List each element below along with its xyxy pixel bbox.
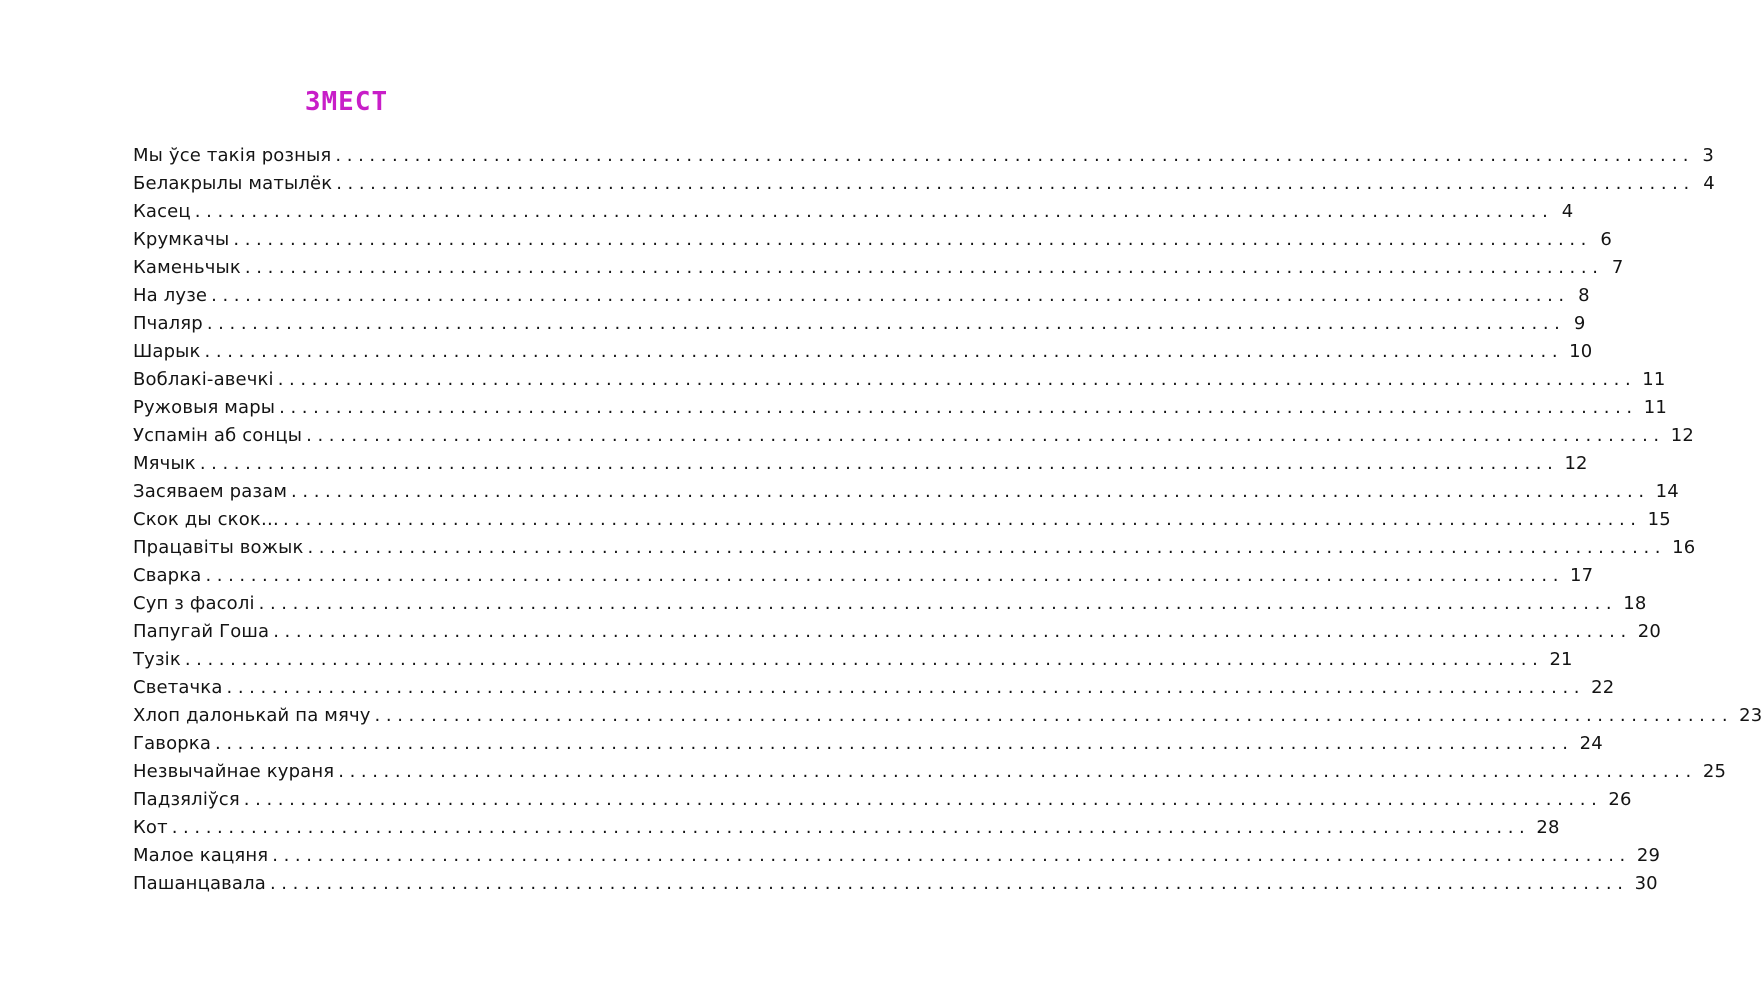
toc-leader-dots: ........................................................................................................................ bbox=[226, 677, 1586, 698]
toc-entry-page: 16 bbox=[1672, 537, 1696, 558]
toc-entry-page: 12 bbox=[1670, 425, 1694, 446]
toc-entry[interactable] bbox=[133, 870, 1658, 898]
toc-entry[interactable] bbox=[133, 506, 1671, 534]
toc-leader-dots: ........................................................................................................................ bbox=[194, 201, 1554, 222]
toc-entry[interactable] bbox=[133, 618, 1662, 646]
toc-entry-page: 4 bbox=[1561, 201, 1574, 222]
toc-entry-title: Малое кацяня bbox=[133, 845, 269, 866]
toc-entry-title: Шарык bbox=[133, 341, 201, 362]
toc-leader-dots: ........................................................................................................................ bbox=[204, 341, 1564, 362]
toc-entry[interactable] bbox=[133, 198, 1574, 226]
toc-entry-page: 23 bbox=[1739, 705, 1762, 726]
toc-entry-title: Хлоп далонькай па мячу bbox=[133, 705, 371, 726]
toc-entry-page: 17 bbox=[1570, 565, 1594, 586]
toc-entry[interactable] bbox=[133, 450, 1588, 478]
table-of-contents bbox=[133, 142, 1762, 898]
toc-entry-title: Белакрылы матылёк bbox=[133, 173, 333, 194]
toc-entry-page: 15 bbox=[1647, 509, 1671, 530]
toc-entry-page: 24 bbox=[1579, 733, 1603, 754]
toc-entry-title: На лузе bbox=[133, 285, 208, 306]
toc-entry-title: Пчаляр bbox=[133, 313, 203, 334]
toc-entry[interactable] bbox=[133, 786, 1632, 814]
toc-leader-dots: ........................................................................................................................ bbox=[279, 397, 1638, 418]
toc-entry-title: Крумкачы bbox=[133, 229, 230, 250]
toc-entry[interactable] bbox=[133, 478, 1679, 506]
toc-leader-dots: ........................................................................................................................ bbox=[291, 481, 1650, 502]
toc-entry[interactable] bbox=[133, 674, 1615, 702]
toc-entry-page: 30 bbox=[1634, 873, 1658, 894]
toc-leader-dots: ........................................................................................................................ bbox=[244, 257, 1604, 278]
toc-entry-page: 28 bbox=[1536, 817, 1560, 838]
toc-entry-page: 11 bbox=[1642, 369, 1666, 390]
toc-leader-dots: ........................................................................................................................ bbox=[206, 313, 1566, 334]
toc-entry-page: 10 bbox=[1569, 341, 1593, 362]
toc-entry[interactable] bbox=[133, 254, 1624, 282]
toc-entry[interactable] bbox=[133, 142, 1715, 170]
toc-leader-dots: ........................................................................................................................ bbox=[272, 845, 1631, 866]
toc-entry[interactable] bbox=[133, 534, 1696, 562]
toc-leader-dots: ........................................................................................................................ bbox=[335, 145, 1695, 166]
toc-entry-title: Успамін аб сонцы bbox=[133, 425, 303, 446]
toc-entry-page: 6 bbox=[1600, 229, 1612, 250]
toc-leader-dots: ........................................................................................................................ bbox=[273, 621, 1632, 642]
toc-entry-title: Падзяліўся bbox=[133, 789, 240, 810]
toc-entry-page: 7 bbox=[1611, 257, 1624, 278]
toc-entry[interactable] bbox=[133, 562, 1594, 590]
toc-entry-title: Каменьчык bbox=[133, 257, 241, 278]
toc-leader-dots: ........................................................................................................................ bbox=[211, 285, 1570, 306]
toc-entry[interactable] bbox=[133, 814, 1560, 842]
toc-entry-title: Працавіты вожык bbox=[133, 537, 304, 558]
toc-entry[interactable] bbox=[133, 590, 1647, 618]
toc-entry[interactable] bbox=[133, 282, 1590, 310]
toc-entry-page: 8 bbox=[1578, 285, 1590, 306]
toc-leader-dots: ........................................................................................................................ bbox=[243, 789, 1603, 810]
toc-leader-dots: ........................................................................................................................ bbox=[233, 229, 1592, 250]
toc-entry[interactable] bbox=[133, 842, 1661, 870]
toc-entry-page: 21 bbox=[1549, 649, 1573, 670]
toc-entry-page: 12 bbox=[1564, 453, 1588, 474]
toc-entry-title: Касец bbox=[133, 201, 191, 222]
toc-entry-title: Светачка bbox=[133, 677, 223, 698]
toc-entry[interactable] bbox=[133, 366, 1666, 394]
toc-entry-title: Кот bbox=[133, 817, 168, 838]
toc-entry-title: Засяваем разам bbox=[133, 481, 288, 502]
toc-entry[interactable] bbox=[133, 758, 1727, 786]
toc-entry-page: 25 bbox=[1702, 761, 1727, 782]
toc-entry-title: Сварка bbox=[133, 565, 202, 586]
toc-entry-title: Папугай Гоша bbox=[133, 621, 270, 642]
toc-leader-dots: ........................................................................................................................ bbox=[374, 705, 1734, 726]
toc-leader-dots: ........................................................................................................................ bbox=[184, 649, 1544, 670]
toc-entry[interactable] bbox=[133, 646, 1573, 674]
toc-leader-dots: ........................................................................................................................ bbox=[199, 453, 1559, 474]
toc-leader-dots: ........................................................................................................................ bbox=[258, 593, 1618, 614]
toc-entry-title: Суп з фасолі bbox=[133, 593, 255, 614]
toc-entry-page: 14 bbox=[1655, 481, 1679, 502]
toc-entry-page: 11 bbox=[1643, 397, 1667, 418]
toc-entry-page: 4 bbox=[1703, 173, 1715, 194]
toc-entry[interactable] bbox=[133, 422, 1694, 450]
toc-leader-dots: ........................................................................................................................ bbox=[306, 425, 1665, 446]
toc-leader-dots: ........................................................................................................................ bbox=[269, 873, 1629, 894]
toc-entry-title: Ружовыя мары bbox=[133, 397, 276, 418]
toc-leader-dots: ........................................................................................................................ bbox=[205, 565, 1565, 586]
toc-entry[interactable] bbox=[133, 730, 1603, 758]
toc-leader-dots: ........................................................................................................................ bbox=[338, 761, 1697, 782]
toc-leader-dots: ........................................................................................................................ bbox=[307, 537, 1667, 558]
toc-entry-title: Скок ды скок… bbox=[133, 509, 280, 530]
toc-entry-page: 20 bbox=[1637, 621, 1662, 642]
toc-entry[interactable] bbox=[133, 310, 1586, 338]
toc-entry[interactable] bbox=[133, 170, 1715, 198]
toc-entry[interactable] bbox=[133, 226, 1612, 254]
page-title: ЗМЕСТ bbox=[304, 87, 389, 117]
toc-entry-title: Мы ўсе такія розныя bbox=[133, 145, 332, 166]
toc-entry-page: 9 bbox=[1573, 313, 1586, 334]
toc-entry-page: 3 bbox=[1702, 145, 1715, 166]
toc-entry-page: 26 bbox=[1608, 789, 1632, 810]
toc-entry-title: Гаворка bbox=[133, 733, 212, 754]
toc-entry-page: 29 bbox=[1636, 845, 1661, 866]
toc-entry-title: Воблакі-авечкі bbox=[133, 369, 274, 390]
toc-entry-title: Незвычайнае кураня bbox=[133, 761, 335, 782]
toc-entry[interactable] bbox=[133, 702, 1762, 730]
toc-entry-page: 22 bbox=[1591, 677, 1615, 698]
toc-entry-title: Тузік bbox=[133, 649, 181, 670]
toc-entry-page: 18 bbox=[1623, 593, 1647, 614]
toc-entry-title: Мячык bbox=[133, 453, 196, 474]
toc-leader-dots: ........................................................................................................................ bbox=[215, 733, 1574, 754]
toc-leader-dots: ........................................................................................................................ bbox=[171, 817, 1531, 838]
toc-leader-dots: ........................................................................................................................ bbox=[336, 173, 1695, 194]
toc-entry[interactable] bbox=[133, 338, 1593, 366]
toc-entry-title: Пашанцавала bbox=[133, 873, 266, 894]
toc-entry[interactable] bbox=[133, 394, 1667, 422]
toc-leader-dots: ........................................................................................................................ bbox=[283, 509, 1642, 530]
toc-leader-dots: ........................................................................................................................ bbox=[277, 369, 1637, 390]
